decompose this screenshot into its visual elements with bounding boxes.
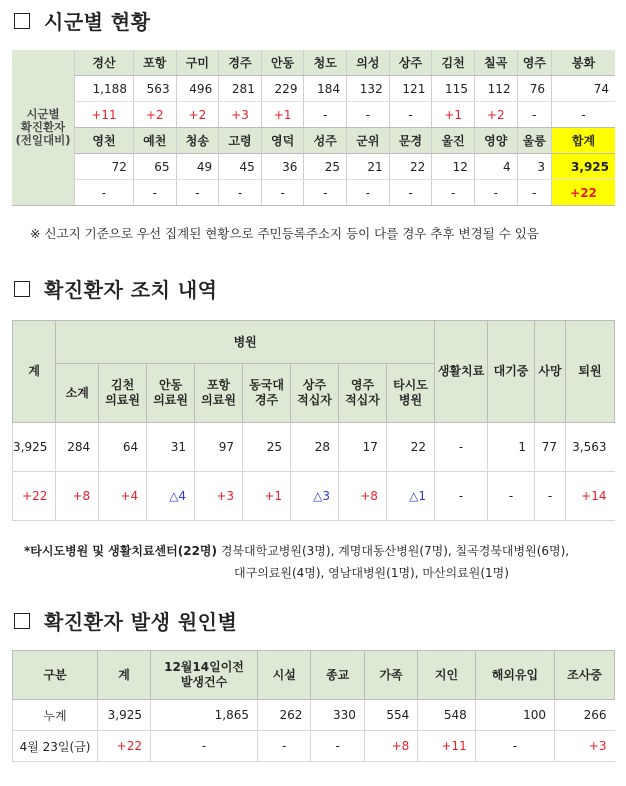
col-header: 소계	[56, 364, 99, 423]
table-cell: +4	[99, 472, 147, 521]
region-status-table	[12, 50, 615, 206]
table-cell: +22	[98, 731, 151, 762]
region-header: 칠곡	[474, 50, 517, 76]
region-header: 고령	[219, 128, 262, 154]
table-cell: +11	[418, 731, 475, 762]
checkbox-icon	[14, 613, 30, 629]
table-cell: -	[488, 472, 535, 521]
col-header: 가족	[364, 651, 417, 700]
region-header: 영천	[75, 128, 134, 154]
region-count: 132	[347, 76, 390, 102]
region-header: 예천	[133, 128, 176, 154]
table-cell: 1,865	[151, 700, 258, 731]
region-change: -	[517, 180, 551, 206]
region-change: +2	[176, 102, 219, 128]
table-cell: +8	[338, 472, 386, 521]
region-change: -	[75, 180, 134, 206]
col-header: 동국대 경주	[243, 364, 291, 423]
region-header: 울진	[432, 128, 475, 154]
region-header: 군위	[347, 128, 390, 154]
region-count: 281	[219, 76, 262, 102]
side-label-text: 시군별 확진환자 (전일대비)	[15, 107, 71, 147]
table-cell: 64	[99, 423, 147, 472]
region-change: -	[474, 180, 517, 206]
table-cell: △4	[147, 472, 195, 521]
col-header: 12월14일이전 발생건수	[151, 651, 258, 700]
region-header: 영주	[517, 50, 551, 76]
region-count: 74	[552, 76, 615, 102]
region-header: 봉화	[552, 50, 615, 76]
region-header: 경산	[75, 50, 134, 76]
col-header: 영주 적십자	[338, 364, 386, 423]
section-title-region	[14, 6, 151, 35]
section-title-cause	[14, 606, 237, 635]
region-count: 3	[517, 154, 551, 180]
col-header: 사망	[535, 321, 566, 423]
region-change: -	[261, 180, 304, 206]
region-header: 청송	[176, 128, 219, 154]
region-change: -	[219, 180, 262, 206]
table-cell: 554	[364, 700, 417, 731]
note-line	[24, 562, 569, 584]
table-row	[13, 731, 615, 762]
table-cell: 25	[243, 423, 291, 472]
note-text: 대구의료원(4명), 영남대병원(1명), 마산의료원(1명)	[234, 566, 509, 580]
table-cell: 22	[386, 423, 434, 472]
measures-title: 확진환자 조치 내역	[44, 278, 218, 302]
table-cell: 77	[535, 423, 566, 472]
region-count: 112	[474, 76, 517, 102]
region-header: 안동	[261, 50, 304, 76]
region-note: ※ 신고지 기준으로 우선 집계된 현황으로 주민등록주소지 등이 다를 경우 추후 변경될 수 있음	[30, 226, 539, 241]
region-change: -	[176, 180, 219, 206]
region-change: -	[304, 102, 347, 128]
table-cell: 17	[338, 423, 386, 472]
region-count: 121	[389, 76, 432, 102]
table-cell: -	[258, 731, 311, 762]
region-change: +1	[261, 102, 304, 128]
table-cell: -	[311, 731, 364, 762]
col-header: 생활치료	[435, 321, 488, 423]
region-header: 상주	[389, 50, 432, 76]
row-label: 누계	[13, 700, 98, 731]
region-header: 청도	[304, 50, 347, 76]
table-cell: 330	[311, 700, 364, 731]
region-count: 1,188	[75, 76, 134, 102]
region-count: 22	[389, 154, 432, 180]
col-header: 상주 적십자	[291, 364, 339, 423]
table-cell: 266	[555, 700, 615, 731]
side-label	[12, 50, 75, 206]
region-change: +2	[474, 102, 517, 128]
table-row	[12, 128, 615, 154]
measures-table	[12, 320, 615, 521]
col-header: 계	[13, 321, 56, 423]
col-header: 퇴원	[566, 321, 615, 423]
table-cell: -	[535, 472, 566, 521]
region-change: -	[389, 102, 432, 128]
table-cell: -	[151, 731, 258, 762]
region-change: +11	[75, 102, 134, 128]
region-change: -	[347, 102, 390, 128]
region-header: 김천	[432, 50, 475, 76]
col-header: 구분	[13, 651, 98, 700]
col-header: 종교	[311, 651, 364, 700]
note-line	[24, 540, 569, 562]
col-header: 시설	[258, 651, 311, 700]
region-count: 115	[432, 76, 475, 102]
total-header: 합계	[552, 128, 615, 154]
region-header: 의성	[347, 50, 390, 76]
table-row	[13, 472, 615, 521]
table-row	[12, 76, 615, 102]
region-header: 포항	[133, 50, 176, 76]
table-cell: 262	[258, 700, 311, 731]
table-cell: 3,563	[566, 423, 615, 472]
total-count: 3,925	[552, 154, 615, 180]
col-header: 포항 의료원	[195, 364, 243, 423]
region-count: 229	[261, 76, 304, 102]
region-header: 문경	[389, 128, 432, 154]
cause-title: 확진환자 발생 원인별	[44, 610, 238, 634]
region-change: -	[432, 180, 475, 206]
table-row	[12, 102, 615, 128]
region-change: -	[304, 180, 347, 206]
col-header: 지인	[418, 651, 475, 700]
region-header: 영양	[474, 128, 517, 154]
table-cell: 3,925	[13, 423, 56, 472]
col-header: 조사중	[555, 651, 615, 700]
table-cell: -	[475, 731, 554, 762]
table-cell: 1	[488, 423, 535, 472]
col-header: 김천 의료원	[99, 364, 147, 423]
table-cell: 28	[291, 423, 339, 472]
table-cell: +1	[243, 472, 291, 521]
region-status-title: 시군별 현황	[44, 10, 151, 34]
table-cell: +8	[364, 731, 417, 762]
row-label: 4월 23일(금)	[13, 731, 98, 762]
measures-note	[24, 540, 569, 584]
note-text: 경북대학교병원(3명), 계명대동산병원(7명), 칠곡경북대병원(6명),	[220, 544, 570, 558]
region-change: -	[389, 180, 432, 206]
table-cell: 548	[418, 700, 475, 731]
col-header: 해외유입	[475, 651, 554, 700]
table-cell: 100	[475, 700, 554, 731]
col-header: 계	[98, 651, 151, 700]
region-count: 76	[517, 76, 551, 102]
cause-table	[12, 650, 615, 762]
region-count: 49	[176, 154, 219, 180]
table-cell: 3,925	[98, 700, 151, 731]
region-header: 경주	[219, 50, 262, 76]
table-cell: +3	[195, 472, 243, 521]
table-cell: +8	[56, 472, 99, 521]
region-count: 25	[304, 154, 347, 180]
region-change: -	[517, 102, 551, 128]
table-cell: 97	[195, 423, 243, 472]
region-change: -	[347, 180, 390, 206]
region-count: 563	[133, 76, 176, 102]
region-header: 성주	[304, 128, 347, 154]
section-title-measures	[14, 274, 218, 303]
table-row	[12, 180, 615, 206]
region-count: 45	[219, 154, 262, 180]
table-cell: +3	[555, 731, 615, 762]
total-change: +22	[552, 180, 615, 206]
col-header: 병원	[56, 321, 435, 364]
col-header: 대기중	[488, 321, 535, 423]
region-header: 울릉	[517, 128, 551, 154]
region-change: +3	[219, 102, 262, 128]
table-cell: 284	[56, 423, 99, 472]
table-row	[13, 423, 615, 472]
table-row	[13, 700, 615, 731]
region-count: 65	[133, 154, 176, 180]
region-count: 36	[261, 154, 304, 180]
table-cell: +22	[13, 472, 56, 521]
region-change: +2	[133, 102, 176, 128]
region-count: 72	[75, 154, 134, 180]
region-change: -	[552, 102, 615, 128]
table-row	[12, 50, 615, 76]
note-bold: *타시도병원 및 생활치료센터(22명)	[24, 544, 217, 558]
table-cell: -	[435, 423, 488, 472]
table-row	[13, 321, 615, 364]
col-header: 타시도 병원	[386, 364, 434, 423]
region-count: 496	[176, 76, 219, 102]
region-count: 4	[474, 154, 517, 180]
table-cell: △1	[386, 472, 434, 521]
checkbox-icon	[14, 281, 30, 297]
region-header: 영덕	[261, 128, 304, 154]
region-change: +1	[432, 102, 475, 128]
region-count: 12	[432, 154, 475, 180]
region-header: 구미	[176, 50, 219, 76]
region-count: 21	[347, 154, 390, 180]
table-row	[13, 651, 615, 700]
checkbox-icon	[14, 13, 30, 29]
region-change: -	[133, 180, 176, 206]
table-cell: -	[435, 472, 488, 521]
table-cell: +14	[566, 472, 615, 521]
col-header: 안동 의료원	[147, 364, 195, 423]
region-count: 184	[304, 76, 347, 102]
table-cell: 31	[147, 423, 195, 472]
table-row	[12, 154, 615, 180]
table-cell: △3	[291, 472, 339, 521]
